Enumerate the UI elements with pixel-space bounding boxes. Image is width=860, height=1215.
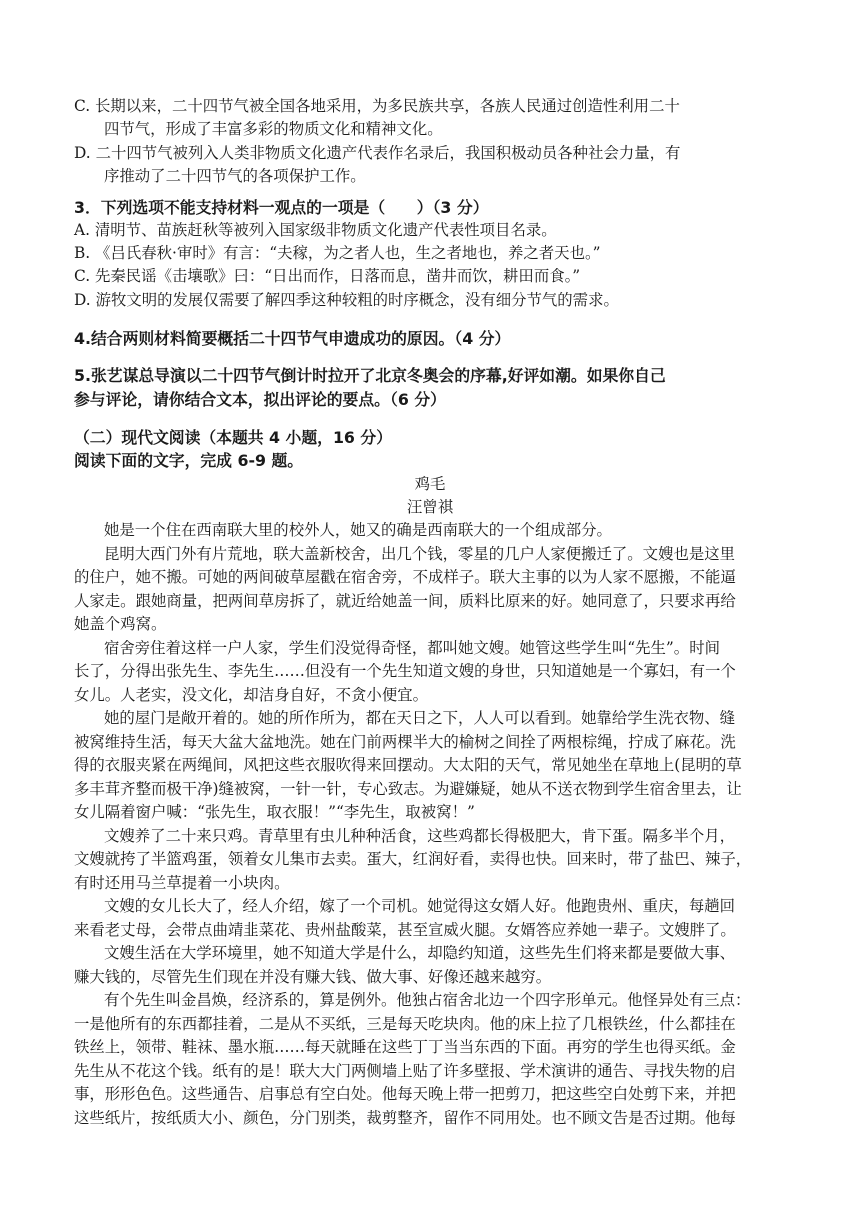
article-line: 昆明大西门外有片荒地，联大盖新校舍，出几个钱，零星的几户人家便搬迁了。文嫂也是这里 (104, 545, 736, 563)
article-line: 文嫂生活在大学环境里，她不知道大学是什么，却隐约知道，这些先生们将来都是要做大事、 (104, 944, 736, 962)
option-c-line-1: C. 长期以来，二十四节气被全国各地采用，为多民族共享，各族人民通过创造性利用二十 (74, 97, 680, 115)
article-author: 汪曾祺 (406, 498, 454, 516)
option-c-line-2: 四节气，形成了丰富多彩的物质文化和精神文化。 (104, 120, 443, 138)
article-line: 来看老丈母，会带点曲靖韭菜花、贵州盐酸菜，甚至宣威火腿。女婿答应养她一辈子。文嫂胖了。 (74, 921, 736, 939)
question-5-line-1: 5.张艺谋总导演以二十四节气倒计时拉开了北京冬奥会的序幕,好评如潮。如果你自己 (74, 366, 666, 385)
article-line: 文嫂养了二十来只鸡。青草里有虫儿种种活食，这些鸡都长得极肥大，肯下蛋。隔多半个月， (104, 827, 736, 845)
section-heading: （二）现代文阅读（本题共 4 小题，16 分） (74, 428, 393, 447)
article-line: 文嫂的女儿长大了，经人介绍，嫁了一个司机。她觉得这女婿人好。他跑贵州、重庆，每趟回 (104, 897, 736, 915)
article-line: 长了，分得出张先生、李先生……但没有一个先生知道文嫂的身世，只知道她是一个寡妇，有一个 (74, 662, 736, 680)
question-3-title: 3．下列选项不能支持材料一观点的一项是（ ）（3 分） (74, 198, 489, 217)
article-line: 这些纸片，按纸质大小、颜色，分门别类，裁剪整齐，留作不同用处。也不顾文告是否过期。他每 (74, 1109, 736, 1127)
question-3-option-b: B. 《吕氏春秋·审时》有言：“夫稼，为之者人也，生之者地也，养之者天也。” (74, 244, 601, 262)
article-line: 人家走。跟她商量，把两间草房拆了，就近给她盖一间，质料比原来的好。她同意了，只要求再给 (74, 592, 736, 610)
question-3-option-d: D. 游牧文明的发展仅需要了解四季这种较粗的时序概念，没有细分节气的需求。 (74, 291, 619, 309)
article-line: 的住户，她不搬。可她的两间破草屋戳在宿舍旁，不成样子。联大主事的以为人家不愿搬，不能逼 (74, 568, 736, 586)
article-line: 她盖个鸡窝。 (74, 615, 167, 633)
article-line: 有时还用马兰草提着一小块肉。 (74, 874, 290, 892)
article-line: 宿舍旁住着这样一户人家，学生们没觉得奇怪，都叫她文嫂。她管这些学生叫“先生”。时间 (104, 639, 720, 657)
article-line: 女儿隔着窗户喊：“张先生，取衣服！”“李先生，取被窝！” (74, 803, 475, 821)
article-line: 先生从不花这个钱。纸有的是！联大大门两侧墙上贴了许多壁报、学术演讲的通告、寻找失物的启 (74, 1062, 736, 1080)
question-3-option-a: A. 清明节、苗族赶秋等被列入国家级非物质文化遗产代表性项目名录。 (74, 221, 557, 239)
option-d-line-2: 序推动了二十四节气的各项保护工作。 (104, 167, 366, 185)
article-line: 文嫂就挎了半篮鸡蛋，领着女儿集市去卖。蛋大，红润好看，卖得也快。回来时，带了盐巴、辣子， (74, 850, 752, 868)
article-title: 鸡毛 (414, 475, 446, 493)
option-d-line-1: D. 二十四节气被列入人类非物质文化遗产代表作名录后，我国积极动员各种社会力量，有 (74, 144, 681, 162)
article-line: 她的屋门是敞开着的。她的所作所为，都在天日之下，人人可以看到。她靠给学生洗衣物、缝 (104, 709, 736, 727)
question-3-option-c: C. 先秦民谣《击壤歌》曰：“日出而作，日落而息，凿井而饮，耕田而食。” (74, 267, 581, 285)
article-line: 女儿。人老实，没文化，却洁身自好，不贪小便宜。 (74, 686, 428, 704)
question-5-line-2: 参与评论，请你结合文本，拟出评论的要点。（6 分） (74, 390, 446, 409)
article-line: 赚大钱的，尽管先生们现在并没有赚大钱、做大事、好像还越来越穷。 (74, 968, 552, 986)
article-line: 铁丝上，领带、鞋袜、墨水瓶……每天就睡在这些丁丁当当东西的下面。再穷的学生也得买纸。金 (74, 1038, 736, 1056)
article-line: 事，形形色色。这些通告、启事总有空白处。他每天晚上带一把剪刀，把这些空白处剪下来，并把 (74, 1085, 736, 1103)
article-line: 得的衣服夹紧在两绳间，风把这些衣服吹得来回摆动。大太阳的天气，常见她坐在草地上(昆明的草 (74, 756, 742, 774)
question-4: 4.结合两则材料简要概括二十四节气申遗成功的原因。（4 分） (74, 329, 511, 348)
article-line: 被窝维持生活，每天大盆大盆地洗。她在门前两棵半大的榆树之间拴了两根棕绳，拧成了麻花。洗 (74, 733, 736, 751)
section-instruction: 阅读下面的文字，完成 6-9 题。 (74, 451, 304, 470)
article-line: 一是他所有的东西都挂着，二是从不买纸，三是每天吃块肉。他的床上拉了几根铁丝，什么都挂在 (74, 1015, 736, 1033)
article-line: 她是一个住在西南联大里的校外人，她又的确是西南联大的一个组成部分。 (104, 521, 612, 539)
article-line: 多丰茸齐整而极干净)缝被窝，一针一针，专心致志。为避嫌疑，她从不送衣物到学生宿舍里去，让 (74, 780, 742, 798)
article-line: 有个先生叫金昌焕，经济系的，算是例外。他独占宿舍北边一个四字形单元。他怪异处有三点： (104, 991, 751, 1009)
